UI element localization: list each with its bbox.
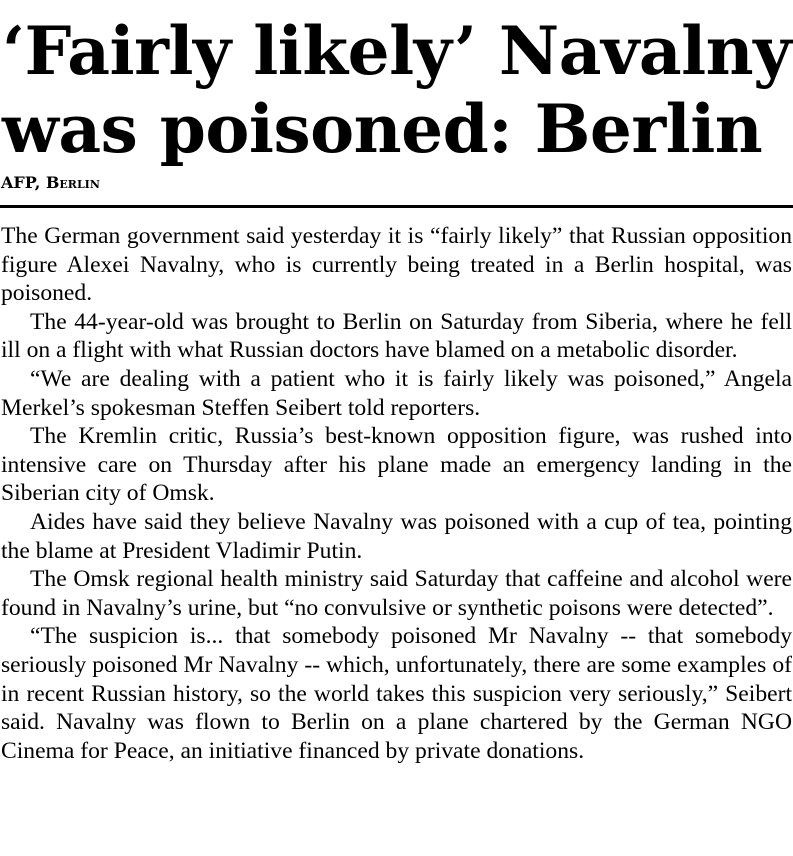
byline (1, 173, 100, 193)
article-body (1, 222, 792, 765)
byline-location: Berlin (45, 173, 100, 192)
paragraph: The German government said yesterday it is “fairly likely” that Russian opposition figure Alexei Navalny, who is currently being treated in a Berlin hospital, was poisoned. (1, 223, 792, 307)
paragraph: Aides have said they believe Navalny was poisoned with a cup of tea, pointing the blame at President Vladimir Putin. (1, 508, 792, 564)
paragraph: The Kremlin critic, Russia’s best-known opposition figure, was rushed into intensive care on Thursday after his plane made an emergency landing in the Siberian city of Omsk. (1, 423, 792, 507)
headline-divider (0, 205, 793, 208)
paragraph: “The suspicion is... that somebody poisoned Mr Navalny -- that somebody seriously poisoned Mr Navalny -- which, unfortunately, there are some examples of in recent Russian history, so the world takes this suspicion very seriously,” Seibert said. Navalny was flown to Berlin on a plane chartered by the German NGO Cinema for Peace, an initiative financed by private donations. (1, 623, 792, 764)
paragraph: “We are dealing with a patient who it is fairly likely was poisoned,” Angela Merkel’s spokesman Steffen Seibert told reporters. (1, 365, 792, 421)
headline (2, 12, 792, 168)
paragraph: The Omsk regional health ministry said Saturday that caffeine and alcohol were found in Navalny’s urine, but “no convulsive or synthetic poisons were detected”. (1, 566, 792, 621)
paragraph: The 44-year-old was brought to Berlin on Saturday from Siberia, where he fell ill on a flight with what Russian doctors have blamed on a metabolic disorder. (1, 308, 792, 364)
byline-agency: AFP, (1, 173, 41, 192)
headline-line-2: was poisoned: Berlin (2, 90, 763, 168)
headline-line-1: ‘Fairly likely’ Navalny (2, 12, 792, 90)
